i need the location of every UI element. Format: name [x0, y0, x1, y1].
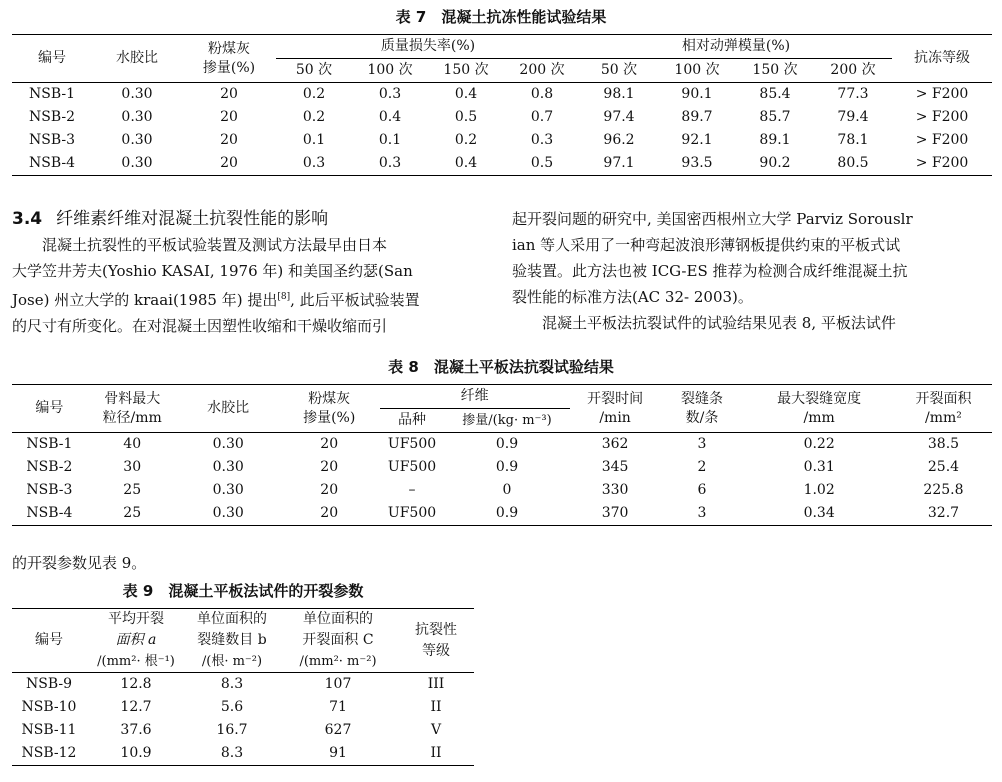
table-cell: 8.3 [220, 676, 244, 692]
table-cell: 0.3 [530, 132, 554, 148]
table-cell: 370 [601, 505, 629, 521]
table-cell: 20 [220, 109, 238, 125]
right-line: 混凝土平板法抗裂试件的试验结果见表 8, 平板法试件 [512, 314, 896, 332]
table-cell: 38.5 [927, 436, 960, 452]
table-cell: NSB-1 [28, 86, 76, 102]
table-cell: 12.8 [120, 676, 152, 692]
section-title: 纤维素纤维对混凝土抗裂性能的影响 [56, 209, 329, 229]
left-line: 混凝土抗裂性的平板试验装置及测试方法最早由日本 [12, 236, 388, 254]
table-cell: 10.9 [120, 745, 152, 761]
t8-header-width-2: /mm [803, 409, 835, 426]
table-cell: 30 [123, 459, 142, 475]
table-cell: 20 [320, 505, 339, 521]
table-row [12, 502, 992, 526]
table-cell: 8.3 [220, 745, 244, 761]
t9-header-c-2: 开裂面积 C [302, 632, 374, 648]
left-line-part: , 此后平板试验装置 [290, 291, 420, 309]
table-cell: 0.1 [302, 132, 326, 148]
table-cell: 20 [220, 132, 238, 148]
t8-header-dose: 掺量/(kg· m⁻³) [462, 413, 552, 428]
table-cell: 330 [601, 482, 629, 498]
table-cell: 20 [320, 436, 339, 452]
table-cell: 20 [320, 482, 339, 498]
table-row [12, 129, 992, 152]
table-cell: 20 [320, 459, 339, 475]
table-cell: 0.2 [454, 132, 478, 148]
t7-cycle: 100 次 [367, 62, 413, 78]
table-cell: 89.1 [759, 132, 791, 148]
table-cell: NSB-2 [26, 459, 73, 475]
table-cell: 40 [123, 436, 142, 452]
table-cell: 0.22 [803, 436, 835, 452]
right-line: ian 等人采用了一种弯起波浪形薄钢板提供约束的平板式试 [512, 236, 901, 254]
table-cell: NSB-12 [21, 745, 77, 761]
t7-header-id: 编号 [12, 35, 92, 83]
t8-header-width-1: 最大裂缝宽度 [777, 390, 862, 407]
t8-header-area-2: /mm² [925, 409, 962, 426]
table-cell: 98.1 [603, 86, 635, 102]
table-cell: 97.4 [603, 109, 635, 125]
table-cell: 0.9 [495, 505, 519, 521]
table-cell: NSB-2 [28, 109, 76, 125]
table-cell: 90.1 [681, 86, 713, 102]
section-heading [12, 204, 328, 229]
t7-cycle: 100 次 [674, 62, 720, 78]
t8-header-kind: 品种 [398, 412, 427, 428]
t8-header-agg [87, 385, 178, 433]
table7-caption: 表 7 混凝土抗冻性能试验结果 [395, 8, 607, 26]
t9-header-a-3: /(mm²· 根⁻¹) [97, 654, 175, 669]
table-cell: 77.3 [837, 86, 869, 102]
table-cell: 0.5 [454, 109, 478, 125]
t7-cycle: 150 次 [752, 62, 798, 78]
t9-header-id: 编号 [35, 632, 63, 648]
table-cell: 0.30 [121, 86, 153, 102]
t8-header-num-2: 数/条 [685, 409, 719, 426]
table-cell: 0.3 [378, 155, 402, 171]
t8-header-wb: 水胶比 [178, 385, 279, 433]
t7-cycle: 150 次 [443, 62, 489, 78]
table-cell: 345 [601, 459, 629, 475]
table7 [12, 34, 992, 176]
table9 [12, 608, 474, 766]
table-cell: V [430, 722, 442, 738]
table-cell: 80.5 [837, 155, 869, 171]
table-cell: 79.4 [837, 109, 869, 125]
table-cell: 37.6 [120, 722, 152, 738]
table-cell: 25 [123, 482, 142, 498]
table-cell: 20 [220, 155, 238, 171]
table-cell: 0.3 [302, 155, 326, 171]
t9-header-g-1: 抗裂性 [415, 621, 457, 638]
table-row [12, 673, 474, 697]
table-cell: 0.2 [302, 109, 326, 125]
table-row [12, 696, 474, 719]
t7-body [12, 83, 992, 176]
table-cell: 0.9 [495, 436, 519, 452]
table-cell: 25.4 [927, 459, 960, 475]
t8-header-fiber: 纤维 [380, 385, 570, 409]
table-cell: 5.6 [220, 699, 244, 715]
table8-caption: 表 8 混凝土平板法抗裂试验结果 [388, 358, 614, 376]
table-cell: 25 [123, 505, 142, 521]
table-cell: 0.30 [121, 132, 153, 148]
table-cell: 107 [324, 676, 352, 692]
t9-header-a-2: 面积 a [115, 632, 157, 648]
t9-header-grade [398, 609, 474, 673]
table-cell: 32.7 [927, 505, 960, 521]
table9-caption: 表 9 混凝土平板法试件的开裂参数 [122, 582, 364, 600]
table-cell: > F200 [915, 132, 969, 148]
table-cell: NSB-3 [26, 482, 73, 498]
left-line-part: Jose) 州立大学的 kraai(1985 年) 提出 [12, 291, 278, 309]
table-cell: 362 [601, 436, 629, 452]
left-line [12, 284, 492, 313]
table-cell: 0.1 [378, 132, 402, 148]
table-cell: 0.2 [302, 86, 326, 102]
table-cell: 20 [220, 86, 238, 102]
t9-header-a [86, 609, 186, 673]
left-line: 大学笠井芳夫(Yoshio KASAI, 1976 年) 和美国圣约瑟(San [12, 262, 413, 280]
table-cell: 12.7 [120, 699, 152, 715]
right-line: 裂性能的标准方法(AC 32- 2003)。 [512, 288, 753, 306]
table-cell: NSB-9 [25, 676, 73, 692]
table-cell: 0.7 [530, 109, 554, 125]
table-cell: 0.30 [212, 436, 244, 452]
t9-header-b [186, 609, 278, 673]
t7-header-fa [182, 35, 276, 83]
t7-cycle: 50 次 [295, 62, 333, 78]
table-cell: > F200 [915, 86, 969, 102]
t9-header-b-3: /(根· m⁻²) [201, 654, 263, 669]
t9-header-a-1: 平均开裂 [108, 611, 164, 627]
t8-header-area-1: 开裂面积 [915, 390, 972, 407]
t9-header-b-2: 裂缝数目 b [197, 632, 267, 648]
t7-header-wb: 水胶比 [92, 35, 182, 83]
table8 [12, 384, 992, 526]
t8-header-agg-2: 粒径/mm [102, 409, 162, 426]
left-paragraph [12, 232, 492, 339]
table-cell: 3 [697, 436, 707, 452]
table-cell: 1.02 [803, 482, 835, 498]
table-cell: 0.30 [212, 482, 244, 498]
table-row [12, 479, 992, 502]
right-line: 起开裂问题的研究中, 美国密西根州立大学 Parviz Sorouslr [512, 210, 913, 228]
table-cell: II [430, 745, 442, 761]
table-row [12, 742, 474, 766]
table-cell: 78.1 [837, 132, 869, 148]
t8-body [12, 433, 992, 526]
table-row [12, 83, 992, 107]
t8-header-id: 编号 [12, 385, 87, 433]
reference-mark: [8] [277, 292, 291, 302]
table-cell: 0.5 [530, 155, 554, 171]
table-cell: > F200 [915, 109, 969, 125]
table-cell: 0.4 [378, 109, 402, 125]
table-cell: 0.34 [803, 505, 835, 521]
t7-cycle: 200 次 [830, 62, 876, 78]
table-cell: 97.1 [603, 155, 635, 171]
left-line: 的尺寸有所变化。在对混凝土因塑性收缩和干燥收缩而引 [12, 317, 388, 335]
table-cell: 0.30 [121, 109, 153, 125]
after-table8-text: 的开裂参数见表 9。 [12, 554, 147, 572]
t7-header-fa-2: 掺量(%) [202, 59, 256, 76]
table-cell: 0.3 [378, 86, 402, 102]
table-cell: NSB-3 [28, 132, 76, 148]
table-cell: NSB-4 [28, 155, 76, 171]
table-cell: 0.30 [212, 459, 244, 475]
table-row [12, 719, 474, 742]
table-cell: 3 [697, 505, 707, 521]
table-cell: 71 [329, 699, 347, 715]
table-cell: 96.2 [603, 132, 635, 148]
section-number: 3.4 [12, 209, 43, 229]
t9-header-c-1: 单位面积的 [303, 611, 373, 627]
t9-header-b-1: 单位面积的 [197, 611, 267, 627]
table-cell: UF500 [387, 505, 437, 521]
t9-header-c [278, 609, 398, 673]
table-cell: III [427, 676, 445, 692]
t7-cycle: 50 次 [600, 62, 638, 78]
t8-header-width [743, 385, 895, 433]
table-cell: 0.30 [121, 155, 153, 171]
table-cell: UF500 [387, 436, 437, 452]
t8-header-num-1: 裂缝条 [680, 390, 723, 407]
table-cell: 0.8 [530, 86, 554, 102]
t8-header-area [895, 385, 992, 433]
table-row [12, 152, 992, 176]
t9-body [12, 673, 474, 766]
table-cell: 85.4 [759, 86, 791, 102]
table-cell: 92.1 [681, 132, 713, 148]
table-cell: 627 [324, 722, 352, 738]
table-cell: – [408, 482, 416, 498]
table-cell: 93.5 [681, 155, 713, 171]
t8-header-fa-2: 掺量(%) [303, 409, 356, 426]
t8-header-time-2: /min [599, 409, 631, 426]
t8-header-agg-1: 骨料最大 [104, 390, 161, 407]
table-cell: 0.4 [454, 155, 478, 171]
table-cell: > F200 [915, 155, 969, 171]
table-cell: 225.8 [923, 482, 964, 498]
table-cell: NSB-1 [26, 436, 73, 452]
table-cell: 91 [329, 745, 347, 761]
table-cell: 90.2 [759, 155, 791, 171]
table-cell: 0 [502, 482, 512, 498]
table-cell: NSB-11 [21, 722, 77, 738]
table-cell: NSB-4 [26, 505, 73, 521]
t7-header-fa-1: 粉煤灰 [208, 40, 250, 57]
table-cell: 0.31 [803, 459, 835, 475]
table-cell: UF500 [387, 459, 437, 475]
t8-header-time-1: 开裂时间 [587, 390, 644, 407]
table-cell: 0.9 [495, 459, 519, 475]
table-cell: 0.4 [454, 86, 478, 102]
table-cell: 16.7 [216, 722, 248, 738]
right-paragraph [512, 206, 992, 336]
t7-cycle: 200 次 [519, 62, 565, 78]
t7-header-mass: 质量损失率(%) [276, 35, 580, 59]
t8-header-fa-1: 粉煤灰 [308, 390, 351, 407]
t9-header-g-2: 等级 [422, 642, 450, 659]
right-line: 验装置。此方法也被 ICG-ES 推荐为检测合成纤维混凝土抗 [512, 262, 908, 280]
t8-header-num [661, 385, 744, 433]
table-cell: 2 [697, 459, 707, 475]
table-cell: 85.7 [759, 109, 791, 125]
table-cell: 89.7 [681, 109, 713, 125]
t8-header-fa [279, 385, 380, 433]
table-cell: 6 [697, 482, 707, 498]
table-row [12, 433, 992, 457]
t7-header-mod: 相对动弹模量(%) [580, 35, 892, 59]
t8-header-time [570, 385, 661, 433]
table-row [12, 106, 992, 129]
t9-header-c-3: /(mm²· m⁻²) [299, 654, 377, 669]
table-cell: II [430, 699, 442, 715]
table-cell: 0.30 [212, 505, 244, 521]
table-row [12, 456, 992, 479]
t7-header-grade: 抗冻等级 [892, 35, 992, 83]
table-cell: NSB-10 [21, 699, 77, 715]
